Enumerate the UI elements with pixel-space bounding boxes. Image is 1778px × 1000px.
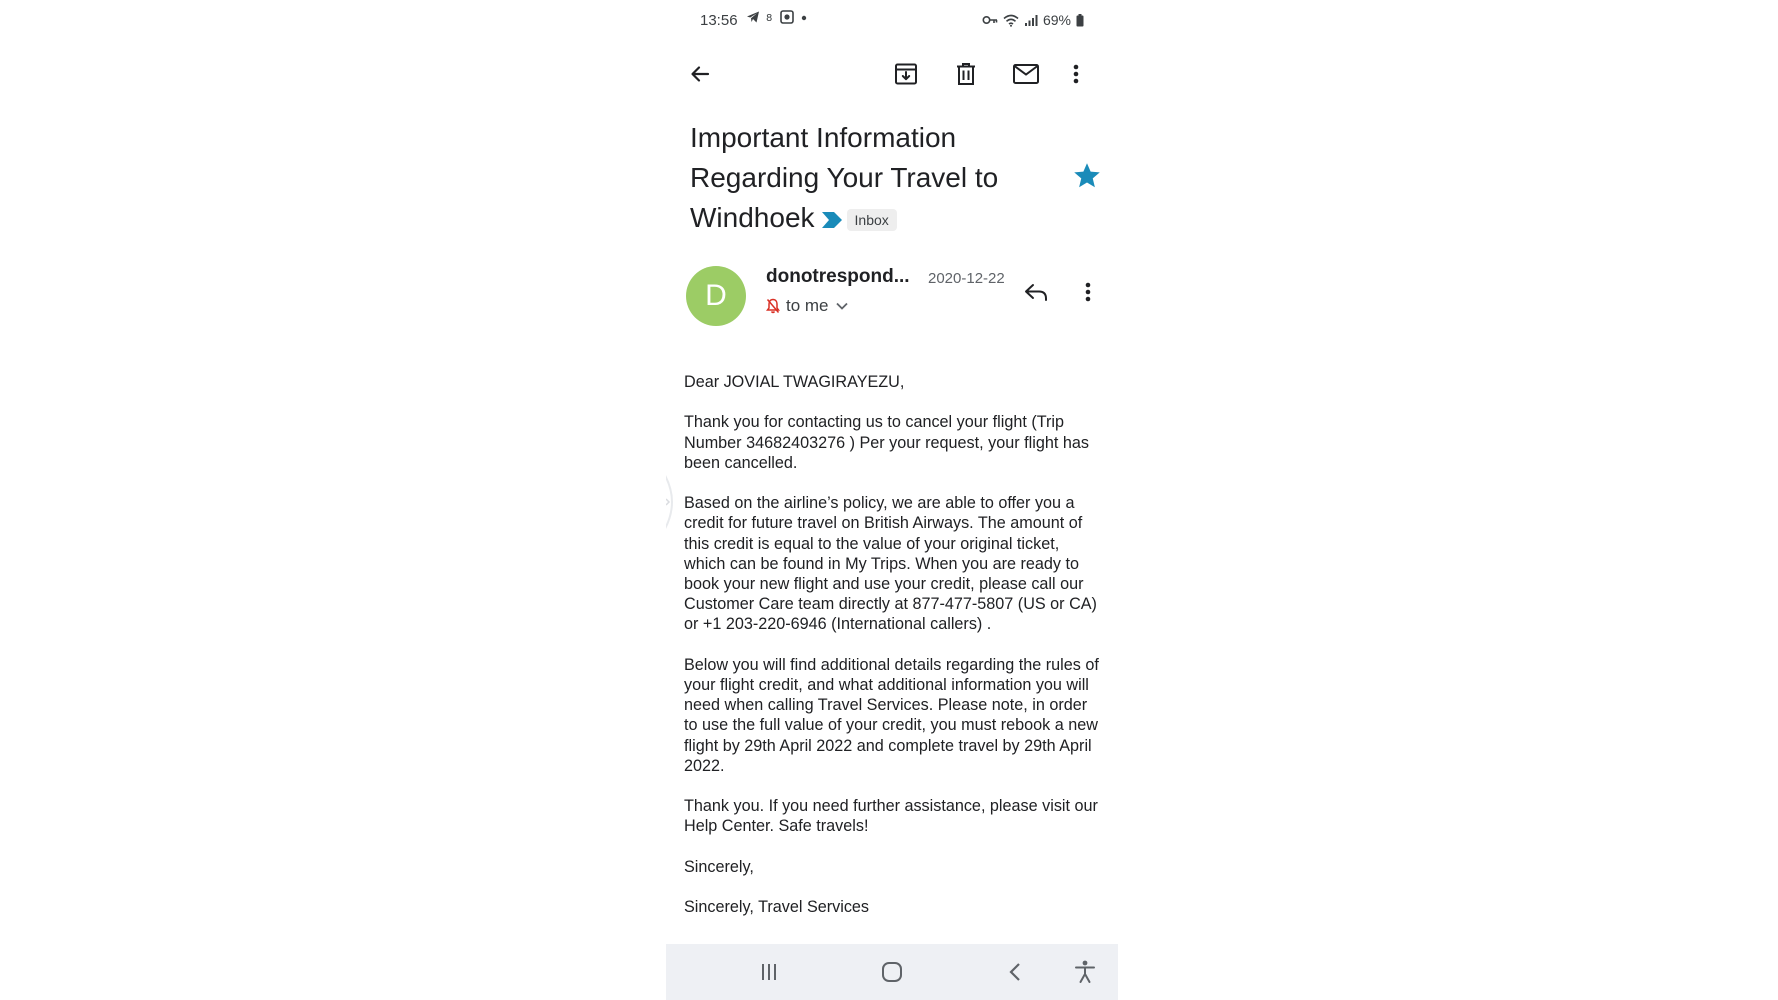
home-button[interactable] <box>875 956 909 988</box>
nav-back-button[interactable] <box>998 956 1032 988</box>
mark-unread-button[interactable] <box>1010 58 1042 90</box>
recipient-label: to me <box>786 296 829 315</box>
body-closing: Sincerely, <box>684 857 754 876</box>
back-arrow-icon <box>688 62 712 86</box>
recents-button[interactable] <box>752 956 786 988</box>
svg-text:8: 8 <box>766 13 773 24</box>
reply-icon <box>1023 281 1049 303</box>
sender-avatar[interactable]: D <box>686 266 746 326</box>
email-body <box>684 372 1102 938</box>
signal-small-icon <box>766 10 774 24</box>
key-icon <box>982 14 998 26</box>
body-signature: Sincerely, Travel Services <box>684 898 870 917</box>
email-date: 2020-12-22 <box>928 270 1005 287</box>
status-left-icons <box>746 10 808 24</box>
archive-button[interactable] <box>890 58 922 90</box>
email-toolbar <box>666 50 1118 96</box>
body-paragraph: Thank you. If you need further assistance, please visit our Help Center. Safe travels! <box>684 797 1098 836</box>
delete-button[interactable] <box>950 58 982 90</box>
trash-icon <box>954 61 978 87</box>
home-icon <box>881 961 903 983</box>
reply-button[interactable] <box>1020 276 1052 308</box>
chevron-down-icon <box>835 301 849 311</box>
telegram-icon <box>746 10 760 24</box>
inbox-label-chip[interactable]: Inbox <box>847 209 897 231</box>
nav-back-icon <box>1007 962 1023 982</box>
more-vert-icon <box>1071 62 1081 86</box>
recipient-details-toggle[interactable] <box>766 296 849 316</box>
body-paragraph: Thank you for contacting us to cancel your flight (Trip Number 34682403276 ) Per your request, your flight has been cancelled. <box>684 413 1089 472</box>
more-vert-icon <box>1083 280 1093 304</box>
star-icon[interactable] <box>1072 161 1102 191</box>
email-subject-block <box>690 118 1030 238</box>
edge-swipe-indicator <box>666 468 684 536</box>
accessibility-button[interactable] <box>1068 956 1102 988</box>
dot-icon <box>800 10 808 24</box>
email-subject: Important Information Regarding Your Travel to Windhoek <box>690 122 999 233</box>
archive-icon <box>893 61 919 87</box>
status-bar <box>666 0 1118 40</box>
system-nav-bar <box>666 944 1118 1000</box>
important-marker-icon[interactable] <box>821 211 843 229</box>
sender-name[interactable]: donotrespond... <box>766 266 910 287</box>
status-right <box>982 12 1084 28</box>
status-time: 13:56 <box>700 12 738 29</box>
body-paragraph: Based on the airline’s policy, we are able to offer you a credit for future travel on British Airways. The amount of this credit is equal to the value of your original ticket, which can be found in My Trips. When you are ready to book your new flight and use your credit, please call our Customer Care team directly at 877-477-5807 (US or CA) or +1 203-220-6946 (International callers) . <box>684 494 1097 634</box>
back-button[interactable] <box>684 58 716 90</box>
phone-screen <box>666 0 1118 1000</box>
notification-icon <box>780 10 794 24</box>
wifi-icon <box>1003 14 1019 27</box>
recents-icon <box>759 962 779 982</box>
cell-signal-icon <box>1024 14 1038 27</box>
more-options-button[interactable] <box>1060 58 1092 90</box>
unsubscribed-bell-icon <box>766 298 780 314</box>
mail-icon <box>1012 62 1040 86</box>
battery-percent: 69% <box>1042 12 1071 28</box>
battery-icon <box>1076 14 1084 27</box>
accessibility-icon <box>1074 960 1096 984</box>
body-paragraph: Below you will find additional details regarding the rules of your flight credit, and what additional information you will need when calling Travel Services. Please note, in order to use the full value of your credit, you must rebook a new flight by 29th April 2022 and complete travel by 29th April 2022. <box>684 655 1099 775</box>
body-greeting: Dear JOVIAL TWAGIRAYEZU, <box>684 373 905 391</box>
message-more-button[interactable] <box>1076 276 1100 308</box>
